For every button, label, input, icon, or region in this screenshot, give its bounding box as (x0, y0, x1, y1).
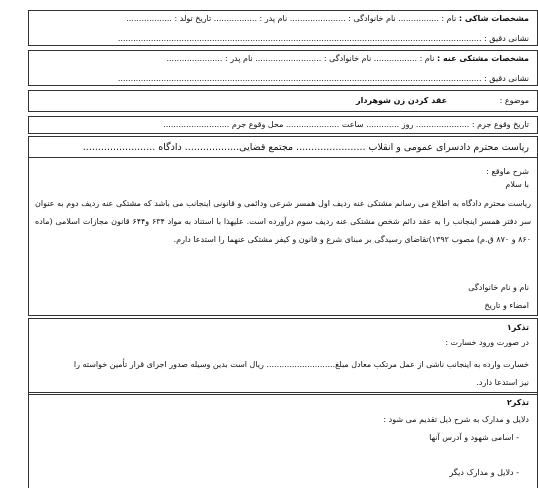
signature-label: امضاء و تاریخ (484, 301, 529, 310)
note1-line1: در صورت ورود خسارت : (445, 338, 529, 347)
description-label: شرح ماوقع : (486, 167, 529, 176)
subject-section (28, 90, 538, 112)
complaint-body (28, 136, 538, 316)
divider (29, 157, 537, 158)
subject-value: عقد کردن زن شوهردار (356, 96, 448, 105)
complainant-fields: نام : ................ نام خانوادگی : ...................... نام پدر : ................. تاریخ تولد : .................. (126, 14, 457, 23)
notes-section (28, 318, 538, 488)
court-heading: ریاست محترم دادسرای عمومی و انقلاب ....................... مجتمع قضایی.................. دادگاه ........................ (82, 142, 529, 153)
note1-line3: نیز استدعا دارد. (476, 378, 529, 387)
note2-line1: دلایل و مدارک به شرح ذیل تقدیم می شود : (383, 415, 529, 424)
complainant-section (28, 10, 538, 46)
accused-address: نشانی دقیق : ............................................................................................................................................... (117, 74, 529, 83)
evidence-item: - دلایل و مدارک دیگر (449, 468, 519, 477)
crime-info: تاریخ وقوع جرم : ..................... روز ............. ساعت ..................... محل وقوع جرم .......................... (163, 120, 529, 129)
notes-divider (29, 392, 537, 395)
subject-row (35, 96, 529, 106)
note1-title: تذکر۱ (506, 323, 529, 332)
accused-row (35, 54, 529, 64)
subject-label: موضوع : (499, 96, 529, 105)
complainant-row (35, 14, 529, 24)
complaint-paragraph: ریاست محترم دادگاه به اطلاع می رسانم مشتکی عنه ردیف اول همسر شرعی ودائمی و قانونی اینجانب می باشد که مشتکی عنه ردیف دوم به عنوان سر دفتر همسر اینجانب را به عقد دائم شخص مشتکی عنه ردیف سوم درآورده است. علیهذا با استناد به مواد ۶۳۴ و۶۴۴ قانون مجازات اسلامی (ماده ۸۶۰ و ۸۷۰ ق.م) مصوب ۱۳۹۲)تقاضای رسیدگی بر مبنای شرع و قانون و کیفر مشتکی عنهما را استدعا دارم. (35, 199, 532, 244)
evidence-item: - اسامی شهود و آدرس آنها (429, 433, 519, 442)
accused-fields: نام : ................. نام خانوادگی : .......................... نام پدر : ...................... (166, 54, 435, 63)
note2-title: تذکر۲ (506, 398, 529, 407)
name-label: نام و نام خانوادگی (468, 283, 529, 292)
accused-title: مشخصات مشتکی عنه : (436, 54, 529, 63)
accused-section (28, 50, 538, 86)
note1-line2: خسارت وارده به اینجانب ناشی از عمل مرتکب معادل مبلغ........................... ریال است بدین وسیله صدور اجرای قرار تأمین خواسته را (73, 360, 529, 369)
crime-info-section (28, 116, 538, 134)
complainant-address: نشانی دقیق : ............................................................................................................................................... (117, 34, 529, 43)
complainant-title: مشخصات شاکی : (458, 14, 529, 23)
greeting: با سلام (505, 180, 529, 189)
